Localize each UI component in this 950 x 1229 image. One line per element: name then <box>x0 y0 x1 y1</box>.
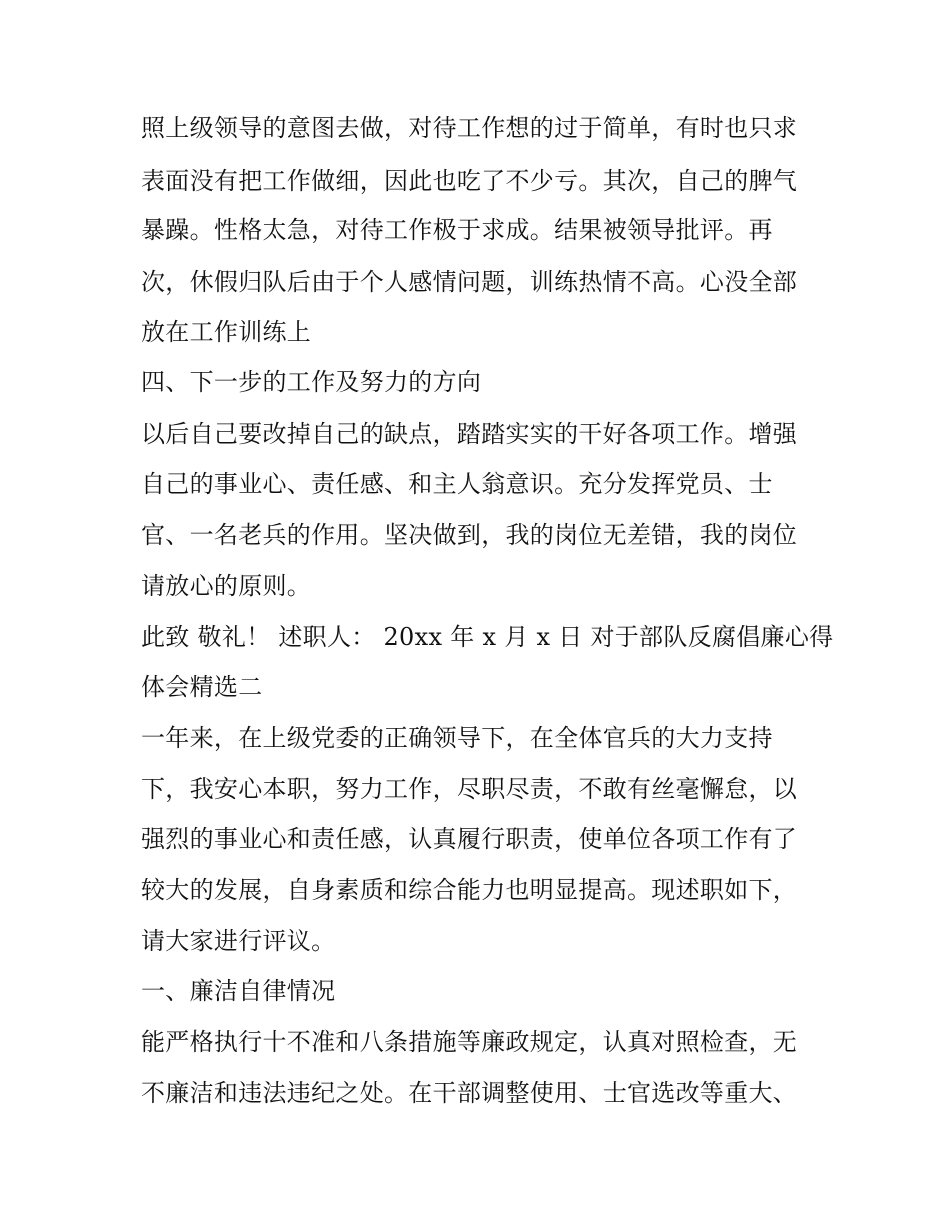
text-line: 表面没有把工作做细，因此也吃了不少亏。其次，自己的脾气 <box>141 167 798 195</box>
text-line: 此致 敬礼！ 述职人： 20xx 年 x 月 x 日 对于部队反腐倡廉心得 <box>141 623 834 651</box>
text-line: 请大家进行评议。 <box>141 927 336 955</box>
text-line: 请放心的原则。 <box>141 572 312 600</box>
text-line: 照上级领导的意图去做，对待工作想的过于简单，有时也只求 <box>141 114 798 142</box>
text-line: 较大的发展，自身素质和综合能力也明显提高。现述职如下， <box>141 876 798 904</box>
text-line: 以后自己要改掉自己的缺点，踏踏实实的干好各项工作。增强 <box>141 420 798 448</box>
text-line: 自己的事业心、责任感、和主人翁意识。充分发挥党员、士 <box>141 470 773 498</box>
text-line: 放在工作训练上 <box>141 318 312 346</box>
section-heading: 一、廉洁自律情况 <box>141 977 336 1005</box>
text-line: 不廉洁和违法违纪之处。在干部调整使用、士官选改等重大、 <box>141 1079 798 1107</box>
text-line: 官、一名老兵的作用。坚决做到，我的岗位无差错，我的岗位 <box>141 521 798 549</box>
text-line: 暴躁。性格太急，对待工作极于求成。结果被领导批评。再 <box>141 216 773 244</box>
text-line: 下，我安心本职，努力工作，尽职尽责，不敢有丝毫懈怠，以 <box>141 775 798 803</box>
section-heading: 四、下一步的工作及努力的方向 <box>141 368 482 396</box>
text-line: 能严格执行十不准和八条措施等廉政规定，认真对照检查，无 <box>141 1028 798 1056</box>
text-line: 强烈的事业心和责任感，认真履行职责，使单位各项工作有了 <box>141 825 798 853</box>
text-line: 次，休假归队后由于个人感情问题，训练热情不高。心没全部 <box>141 268 798 296</box>
text-line: 一年来，在上级党委的正确领导下，在全体官兵的大力支持 <box>141 724 773 752</box>
text-line: 体会精选二 <box>141 673 263 701</box>
